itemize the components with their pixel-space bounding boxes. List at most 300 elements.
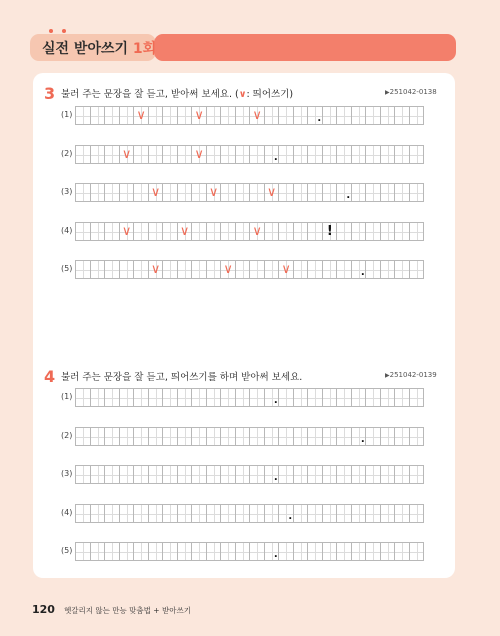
question-3-instruction (61, 86, 293, 100)
answer-cell[interactable] (322, 465, 337, 484)
answer-cell[interactable] (307, 222, 322, 241)
question-4-code[interactable] (385, 371, 437, 379)
answer-cell[interactable] (365, 465, 380, 484)
answer-cell[interactable] (133, 542, 148, 561)
row-label: (5) (61, 546, 73, 555)
answer-cell[interactable] (119, 222, 134, 241)
answer-cell[interactable] (206, 427, 221, 446)
title-number: 1회 (132, 41, 157, 57)
answer-cell[interactable] (235, 388, 250, 407)
answer-cell[interactable] (394, 145, 409, 164)
answer-cell[interactable] (191, 465, 206, 484)
answer-grid[interactable] (76, 388, 424, 407)
row-label: (1) (61, 392, 73, 401)
answer-cell[interactable] (322, 106, 337, 125)
answer-cell[interactable] (220, 222, 235, 241)
answer-cell[interactable] (75, 388, 90, 407)
answer-cell[interactable] (409, 145, 424, 164)
answer-cell[interactable] (104, 106, 119, 125)
answer-cell[interactable] (307, 388, 322, 407)
answer-grid[interactable] (76, 542, 424, 561)
answer-cell[interactable] (293, 504, 308, 523)
answer-cell[interactable] (191, 145, 206, 164)
answer-cell[interactable] (90, 465, 105, 484)
row-label: (2) (61, 148, 73, 158)
answer-cell[interactable] (351, 542, 366, 561)
answer-cell[interactable] (148, 145, 163, 164)
answer-cell[interactable] (336, 465, 351, 484)
answer-cell[interactable] (336, 542, 351, 561)
play-icon[interactable]: ▶ (385, 372, 390, 379)
answer-grid[interactable] (76, 145, 424, 164)
answer-cell[interactable] (249, 388, 264, 407)
answer-cell[interactable] (220, 542, 235, 561)
answer-cell[interactable] (133, 183, 148, 202)
answer-cell[interactable] (322, 145, 337, 164)
answer-cell[interactable] (307, 542, 322, 561)
exclamation-mark: ! (326, 223, 333, 239)
answer-cell[interactable] (235, 504, 250, 523)
answer-cell[interactable] (191, 427, 206, 446)
answer-cell[interactable] (336, 106, 351, 125)
answer-cell[interactable] (148, 222, 163, 241)
answer-cell[interactable] (264, 183, 279, 202)
answer-cell[interactable] (75, 465, 90, 484)
answer-cell[interactable] (365, 260, 380, 279)
answer-cell[interactable] (365, 106, 380, 125)
spacing-mark-icon: ∨ (238, 89, 247, 100)
period-mark: . (273, 549, 278, 560)
answer-cell[interactable] (75, 427, 90, 446)
spacing-mark-icon: ∨ (252, 108, 262, 123)
answer-cell[interactable] (220, 145, 235, 164)
answer-cell[interactable] (365, 504, 380, 523)
answer-cell[interactable] (162, 106, 177, 125)
spacing-mark-icon: ∨ (194, 146, 204, 162)
spacing-mark-icon: ∨ (208, 185, 219, 200)
answer-cell[interactable] (162, 465, 177, 484)
row-label: (3) (61, 187, 73, 196)
answer-cell[interactable] (104, 260, 119, 279)
spacing-mark-icon: ∨ (150, 262, 161, 277)
answer-cell[interactable] (293, 542, 308, 561)
answer-grid[interactable] (76, 427, 424, 446)
answer-cell[interactable] (75, 183, 90, 202)
answer-cell[interactable] (322, 388, 337, 407)
answer-cell[interactable] (307, 106, 322, 125)
answer-cell[interactable] (249, 145, 264, 164)
answer-cell[interactable] (104, 222, 119, 241)
row-label: (3) (61, 469, 73, 478)
answer-cell[interactable] (322, 260, 337, 279)
answer-cell[interactable] (264, 504, 279, 523)
answer-cell[interactable] (293, 145, 308, 164)
answer-cell[interactable] (351, 388, 366, 407)
answer-cell[interactable] (380, 504, 395, 523)
answer-cell[interactable] (104, 183, 119, 202)
row-label: (4) (61, 507, 73, 517)
answer-cell[interactable] (220, 260, 235, 279)
answer-cell[interactable] (119, 145, 134, 164)
answer-cell[interactable] (162, 388, 177, 407)
answer-cell[interactable] (104, 145, 119, 164)
page-title (42, 38, 156, 58)
answer-cell[interactable] (380, 260, 395, 279)
spacing-mark-icon: ∨ (266, 185, 277, 200)
answer-cell[interactable] (293, 427, 308, 446)
answer-cell[interactable] (104, 542, 119, 561)
answer-cell[interactable] (336, 222, 351, 241)
answer-grid[interactable] (76, 260, 424, 279)
answer-cell[interactable] (206, 183, 221, 202)
answer-cell[interactable] (380, 542, 395, 561)
answer-cell[interactable] (351, 145, 366, 164)
answer-cell[interactable] (394, 260, 409, 279)
answer-cell[interactable] (235, 106, 250, 125)
answer-cell[interactable] (307, 427, 322, 446)
answer-cell[interactable] (235, 222, 250, 241)
answer-cell[interactable] (206, 542, 221, 561)
answer-cell[interactable] (249, 106, 264, 125)
answer-cell[interactable] (365, 222, 380, 241)
answer-cell[interactable] (351, 427, 366, 446)
answer-cell[interactable] (293, 260, 308, 279)
answer-cell[interactable] (90, 183, 105, 202)
period-mark: . (273, 472, 278, 483)
answer-cell[interactable] (278, 183, 293, 202)
answer-cell[interactable] (365, 145, 380, 164)
answer-cell[interactable] (133, 388, 148, 407)
answer-cell[interactable] (249, 183, 264, 202)
answer-cell[interactable] (177, 145, 192, 164)
answer-cell[interactable] (220, 465, 235, 484)
answer-cell[interactable] (119, 388, 134, 407)
answer-cell[interactable] (278, 388, 293, 407)
answer-cell[interactable] (365, 388, 380, 407)
answer-cell[interactable] (365, 183, 380, 202)
answer-cell[interactable] (119, 260, 134, 279)
answer-cell[interactable] (90, 106, 105, 125)
answer-cell[interactable] (148, 260, 163, 279)
answer-cell[interactable] (307, 260, 322, 279)
page-number: 120 (32, 603, 55, 616)
answer-cell[interactable] (307, 465, 322, 484)
answer-cell[interactable] (278, 427, 293, 446)
answer-cell[interactable] (235, 427, 250, 446)
answer-cell[interactable] (90, 145, 105, 164)
answer-cell[interactable] (148, 427, 163, 446)
answer-cell[interactable] (380, 183, 395, 202)
spacing-mark-icon: ∨ (136, 108, 146, 123)
answer-cell[interactable] (177, 427, 192, 446)
answer-cell[interactable] (351, 222, 366, 241)
answer-cell[interactable] (133, 145, 148, 164)
answer-cell[interactable] (90, 504, 105, 523)
answer-cell[interactable] (104, 427, 119, 446)
answer-cell[interactable] (177, 504, 192, 523)
answer-cell[interactable] (104, 504, 119, 523)
period-mark: . (317, 113, 322, 124)
answer-cell[interactable] (394, 106, 409, 125)
answer-cell[interactable] (177, 106, 192, 125)
answer-cell[interactable] (162, 504, 177, 523)
title-dot (49, 29, 53, 33)
answer-cell[interactable] (191, 106, 206, 125)
answer-cell[interactable] (177, 260, 192, 279)
answer-cell[interactable] (336, 145, 351, 164)
answer-cell[interactable] (380, 465, 395, 484)
instruction-text: 불러 주는 문장을 잘 듣고, 받아써 보세요. ( (61, 89, 239, 100)
answer-cell[interactable] (235, 145, 250, 164)
answer-cell[interactable] (177, 542, 192, 561)
answer-cell[interactable] (322, 427, 337, 446)
answer-cell[interactable] (235, 465, 250, 484)
answer-cell[interactable] (307, 183, 322, 202)
answer-cell[interactable] (278, 145, 293, 164)
answer-cell[interactable] (162, 260, 177, 279)
answer-cell[interactable] (249, 465, 264, 484)
answer-cell[interactable] (148, 504, 163, 523)
answer-cell[interactable] (278, 260, 293, 279)
answer-cell[interactable] (351, 465, 366, 484)
answer-cell[interactable] (133, 427, 148, 446)
answer-cell[interactable] (394, 388, 409, 407)
answer-cell[interactable] (394, 222, 409, 241)
answer-cell[interactable] (162, 222, 177, 241)
answer-grid[interactable] (76, 504, 424, 523)
answer-cell[interactable] (351, 260, 366, 279)
spacing-mark-icon: ∨ (121, 146, 132, 162)
answer-cell[interactable] (394, 542, 409, 561)
answer-cell[interactable] (177, 465, 192, 484)
answer-cell[interactable] (409, 465, 424, 484)
answer-cell[interactable] (191, 504, 206, 523)
answer-cell[interactable] (293, 388, 308, 407)
answer-grid[interactable] (76, 465, 424, 484)
answer-cell[interactable] (278, 465, 293, 484)
answer-cell[interactable] (162, 542, 177, 561)
answer-cell[interactable] (220, 504, 235, 523)
answer-cell[interactable] (75, 260, 90, 279)
answer-cell[interactable] (235, 542, 250, 561)
answer-cell[interactable] (409, 542, 424, 561)
answer-cell[interactable] (148, 388, 163, 407)
answer-cell[interactable] (249, 222, 264, 241)
answer-cell[interactable] (75, 106, 90, 125)
answer-cell[interactable] (380, 388, 395, 407)
answer-cell[interactable] (394, 504, 409, 523)
answer-cell[interactable] (133, 465, 148, 484)
answer-cell[interactable] (293, 106, 308, 125)
answer-cell[interactable] (249, 427, 264, 446)
answer-cell[interactable] (148, 106, 163, 125)
answer-cell[interactable] (264, 542, 279, 561)
spacing-mark-icon: ∨ (179, 223, 190, 239)
play-icon[interactable]: ▶ (385, 89, 390, 96)
answer-cell[interactable] (351, 183, 366, 202)
period-mark: . (273, 151, 278, 163)
answer-cell[interactable] (162, 183, 177, 202)
answer-cell[interactable] (394, 465, 409, 484)
spacing-mark-icon: ∨ (121, 223, 132, 239)
answer-cell[interactable] (409, 427, 424, 446)
answer-cell[interactable] (365, 427, 380, 446)
period-mark: . (360, 267, 365, 278)
question-3-code[interactable] (385, 88, 437, 96)
answer-cell[interactable] (409, 183, 424, 202)
answer-cell[interactable] (235, 260, 250, 279)
answer-cell[interactable] (220, 427, 235, 446)
period-mark: . (360, 433, 365, 445)
answer-cell[interactable] (336, 183, 351, 202)
answer-cell[interactable] (162, 427, 177, 446)
answer-cell[interactable] (394, 427, 409, 446)
row-label: (5) (61, 264, 73, 273)
answer-cell[interactable] (133, 260, 148, 279)
spacing-mark-icon: ∨ (252, 223, 262, 239)
answer-cell[interactable] (380, 145, 395, 164)
answer-cell[interactable] (409, 388, 424, 407)
answer-cell[interactable] (75, 504, 90, 523)
audio-code: 251042-0138 (389, 88, 437, 96)
row-label: (4) (61, 225, 73, 235)
answer-cell[interactable] (380, 106, 395, 125)
answer-cell[interactable] (336, 388, 351, 407)
row-label: (2) (61, 430, 73, 440)
answer-cell[interactable] (278, 222, 293, 241)
answer-cell[interactable] (177, 222, 192, 241)
answer-cell[interactable] (75, 542, 90, 561)
answer-cell[interactable] (264, 465, 279, 484)
answer-cell[interactable] (336, 427, 351, 446)
answer-cell[interactable] (90, 427, 105, 446)
answer-cell[interactable] (119, 183, 134, 202)
answer-cell[interactable] (264, 106, 279, 125)
answer-cell[interactable] (177, 388, 192, 407)
answer-cell[interactable] (206, 465, 221, 484)
answer-cell[interactable] (206, 145, 221, 164)
answer-cell[interactable] (293, 465, 308, 484)
answer-cell[interactable] (322, 504, 337, 523)
answer-cell[interactable] (278, 106, 293, 125)
answer-cell[interactable] (133, 106, 148, 125)
answer-cell[interactable] (293, 183, 308, 202)
answer-cell[interactable] (264, 145, 279, 164)
answer-cell[interactable] (206, 106, 221, 125)
answer-cell[interactable] (206, 260, 221, 279)
answer-cell[interactable] (191, 183, 206, 202)
answer-cell[interactable] (191, 542, 206, 561)
answer-cell[interactable] (336, 504, 351, 523)
answer-cell[interactable] (307, 145, 322, 164)
answer-cell[interactable] (235, 183, 250, 202)
answer-grid[interactable] (76, 106, 424, 125)
audio-code: 251042-0139 (389, 371, 437, 379)
answer-cell[interactable] (206, 222, 221, 241)
answer-cell[interactable] (220, 388, 235, 407)
answer-cell[interactable] (75, 145, 90, 164)
question-number-3: 3 (44, 84, 56, 103)
answer-cell[interactable] (264, 222, 279, 241)
spacing-mark-icon: ∨ (150, 185, 161, 200)
answer-cell[interactable] (119, 106, 134, 125)
answer-cell[interactable] (409, 222, 424, 241)
answer-cell[interactable] (322, 542, 337, 561)
answer-cell[interactable] (293, 222, 308, 241)
answer-cell[interactable] (104, 465, 119, 484)
answer-cell[interactable] (365, 542, 380, 561)
row-label: (1) (61, 110, 73, 119)
spacing-mark-icon: ∨ (194, 108, 204, 123)
answer-cell[interactable] (90, 222, 105, 241)
answer-cell[interactable] (148, 465, 163, 484)
answer-cell[interactable] (249, 542, 264, 561)
answer-cell[interactable] (322, 222, 337, 241)
answer-cell[interactable] (249, 260, 264, 279)
answer-cell[interactable] (220, 183, 235, 202)
answer-cell[interactable] (351, 106, 366, 125)
answer-cell[interactable] (264, 427, 279, 446)
answer-cell[interactable] (351, 504, 366, 523)
title-dot (62, 29, 66, 33)
question-number-4: 4 (44, 367, 56, 386)
title-bar (154, 34, 456, 61)
answer-cell[interactable] (148, 183, 163, 202)
answer-cell[interactable] (220, 106, 235, 125)
answer-cell[interactable] (191, 260, 206, 279)
answer-cell[interactable] (278, 504, 293, 523)
answer-cell[interactable] (409, 504, 424, 523)
answer-cell[interactable] (264, 260, 279, 279)
answer-cell[interactable] (249, 504, 264, 523)
answer-cell[interactable] (264, 388, 279, 407)
answer-cell[interactable] (90, 542, 105, 561)
answer-cell[interactable] (191, 222, 206, 241)
period-mark: . (288, 510, 293, 522)
answer-cell[interactable] (90, 388, 105, 407)
answer-cell[interactable] (206, 388, 221, 407)
answer-cell[interactable] (322, 183, 337, 202)
answer-cell[interactable] (394, 183, 409, 202)
answer-cell[interactable] (119, 504, 134, 523)
answer-cell[interactable] (278, 542, 293, 561)
answer-cell[interactable] (380, 427, 395, 446)
answer-grid[interactable] (76, 183, 424, 202)
answer-cell[interactable] (119, 542, 134, 561)
answer-cell[interactable] (206, 504, 221, 523)
answer-cell[interactable] (104, 388, 119, 407)
instruction-text: : 띄어쓰기) (246, 89, 294, 100)
answer-cell[interactable] (133, 222, 148, 241)
answer-cell[interactable] (133, 504, 148, 523)
answer-cell[interactable] (162, 145, 177, 164)
answer-cell[interactable] (191, 388, 206, 407)
answer-cell[interactable] (148, 542, 163, 561)
title-label: 실전 받아쓰기 (42, 41, 129, 57)
answer-cell[interactable] (75, 222, 90, 241)
answer-grid[interactable] (76, 222, 424, 241)
answer-cell[interactable] (380, 222, 395, 241)
answer-cell[interactable] (119, 465, 134, 484)
book-title: 헷갈리지 않는 만능 맞춤법 + 받아쓰기 (64, 606, 191, 615)
answer-cell[interactable] (90, 260, 105, 279)
answer-cell[interactable] (336, 260, 351, 279)
answer-cell[interactable] (409, 106, 424, 125)
answer-cell[interactable] (307, 504, 322, 523)
answer-cell[interactable] (409, 260, 424, 279)
answer-cell[interactable] (119, 427, 134, 446)
answer-cell[interactable] (177, 183, 192, 202)
